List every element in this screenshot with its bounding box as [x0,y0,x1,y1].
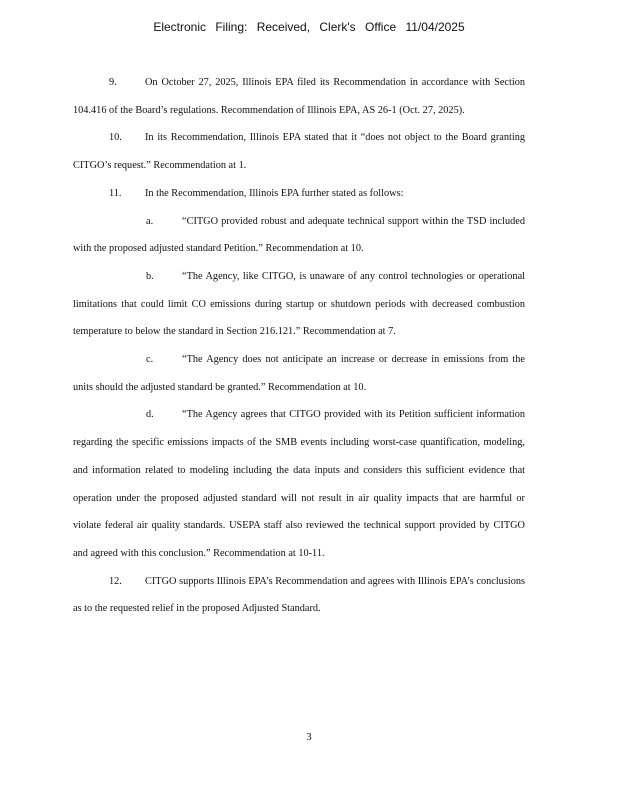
paragraph-number: 12. [109,575,122,587]
subparagraph-letter: c. [146,354,154,366]
subparagraph-b [73,263,525,346]
paragraph-number: 11. [109,187,122,199]
paragraph-number: 9. [109,77,117,88]
paragraph-text: “The Agency agrees that CITGO provided with its Petition sufficient information regarding the specific emissions impacts of the SMB events including worst-case quantification, modeling, and information related to modeling including the data inputs and considers this sufficient evidence that operation under the proposed adjusted standard will not result in air quality impacts that are harmful or violate federal air quality standards. USEPA staff also reviewed the technical support provided by CITGO and agreed with this conclusion.” Recommendation at 10-11. [73,409,525,559]
paragraph-text: CITGO supports Illinois EPA’s Recommendation and agrees with Illinois EPA’s conclusions as to the requested relief in the proposed Adjusted Standard. [73,575,525,615]
paragraph-text: “CITGO provided robust and adequate technical support within the TSD included with the proposed adjusted standard Petition.” Recommendation at 10. [73,215,525,255]
paragraph-12 [73,568,525,623]
paragraph-number: 10. [109,132,122,144]
paragraph-10 [73,124,525,179]
paragraph-text: On October 27, 2025, Illinois EPA filed its Recommendation in accordance with Section 104.416 of the Board’s regulations. Recommendation of Illinois EPA, AS 26-1 (Oct. 27, 2025). [73,77,525,116]
page-number: 3 [306,732,312,743]
subparagraph-letter: d. [146,409,154,421]
paragraph-text: In the Recommendation, Illinois EPA further stated as follows: [145,187,404,199]
subparagraph-letter: b. [146,270,154,282]
paragraph-text: In its Recommendation, Illinois EPA stated that it “does not object to the Board granting CITGO’s request.” Recommendation at 1. [73,132,525,172]
subparagraph-d [73,401,525,567]
subparagraph-letter: a. [146,215,154,227]
document-body [73,69,525,623]
paragraph-text: “The Agency, like CITGO, is unaware of any control technologies or operational limitations that could limit CO emissions during startup or shutdown periods with decreased combustion temperature to below the standard in Section 216.121.” Recommendation at 7. [73,270,525,338]
paragraph-11 [73,180,525,208]
paragraph-text: “The Agency does not anticipate an increase or decrease in emissions from the units should the adjusted standard be granted.” Recommendation at 10. [73,354,525,393]
subparagraph-a [73,208,525,263]
filing-stamp-header: Electronic Filing: Received, Clerk's Office 11/04/2025 [153,20,465,34]
paragraph-9 [73,69,525,124]
subparagraph-c [73,346,525,401]
